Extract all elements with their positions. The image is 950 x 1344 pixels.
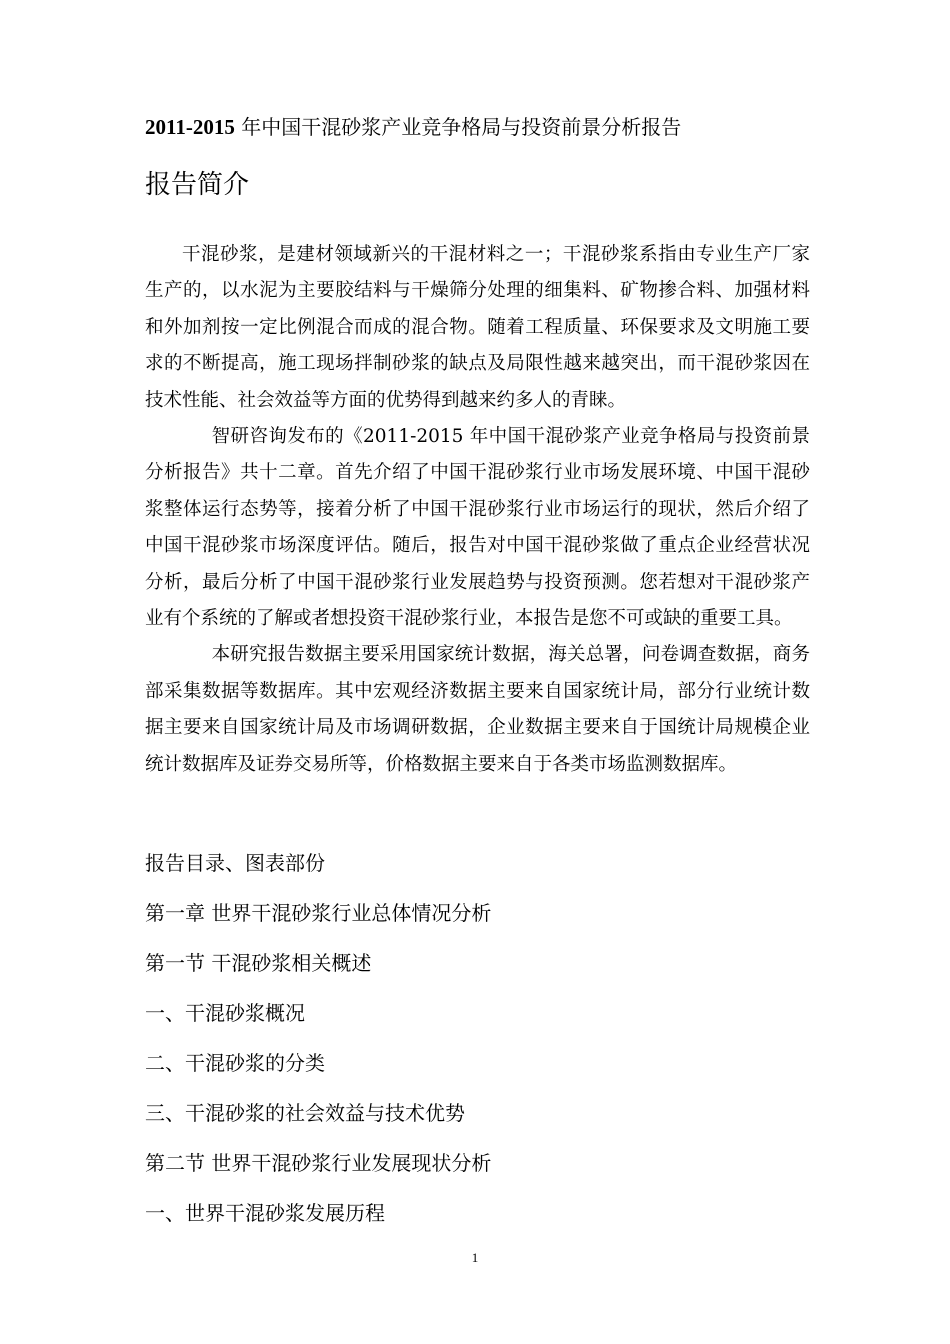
intro-body xyxy=(145,237,810,783)
toc-subsection: 一、世界干混砂浆发展历程 xyxy=(145,1201,385,1225)
toc-heading: 报告目录、图表部份 xyxy=(145,851,325,875)
intro-paragraph: 干混砂浆，是建材领域新兴的干混材料之一；干混砂浆系指由专业生产厂家生产的，以水泥为主要胶结料与干燥筛分处理的细集料、矿物掺合料、加强材料和外加剂按一定比例混合而成的混合物。随着工程质量、环保要求及文明施工要求的不断提高，施工现场拌制砂浆的缺点及局限性越来越突出，而干混砂浆因在技术性能、社会效益等方面的优势得到越来约多人的青睐。 xyxy=(145,244,810,411)
intro-paragraph: 智研咨询发布的《2011-2015 年中国干混砂浆产业竞争格局与投资前景分析报告》共十二章。首先介绍了中国干混砂浆行业市场发展环境、中国干混砂浆整体运行态势等，接着分析了中国干混砂浆行业市场运行的现状，然后介绍了中国干混砂浆市场深度评估。随后，报告对中国干混砂浆做了重点企业经营状况分析，最后分析了中国干混砂浆行业发展趋势与投资预测。您若想对干混砂浆产业有个系统的了解或者想投资干混砂浆行业，本报告是您不可或缺的重要工具。 xyxy=(145,426,810,630)
section-heading: 报告简介 xyxy=(145,170,250,200)
report-title xyxy=(145,113,845,141)
toc-section: 第一节 干混砂浆相关概述 xyxy=(145,951,372,975)
toc-section: 第二节 世界干混砂浆行业发展现状分析 xyxy=(145,1151,492,1175)
table-of-contents xyxy=(145,838,825,1238)
toc-subsection: 一、干混砂浆概况 xyxy=(145,1001,305,1025)
report-title-text: 年中国干混砂浆产业竞争格局与投资前景分析报告 xyxy=(234,115,682,139)
intro-paragraph: 本研究报告数据主要采用国家统计数据，海关总署，问卷调查数据，商务部采集数据等数据库。其中宏观经济数据主要来自国家统计局，部分行业统计数据主要来自国家统计局及市场调研数据，企业数据主要来自于国统计局规模企业统计数据库及证券交易所等，价格数据主要来自于各类市场监测数据库。 xyxy=(145,644,810,775)
toc-subsection: 三、干混砂浆的社会效益与技术优势 xyxy=(145,1101,465,1125)
toc-chapter: 第一章 世界干混砂浆行业总体情况分析 xyxy=(145,901,492,925)
toc-subsection: 二、干混砂浆的分类 xyxy=(145,1051,325,1075)
page-number: 1 xyxy=(471,1250,479,1265)
report-title-year: 2011-2015 xyxy=(145,115,235,139)
